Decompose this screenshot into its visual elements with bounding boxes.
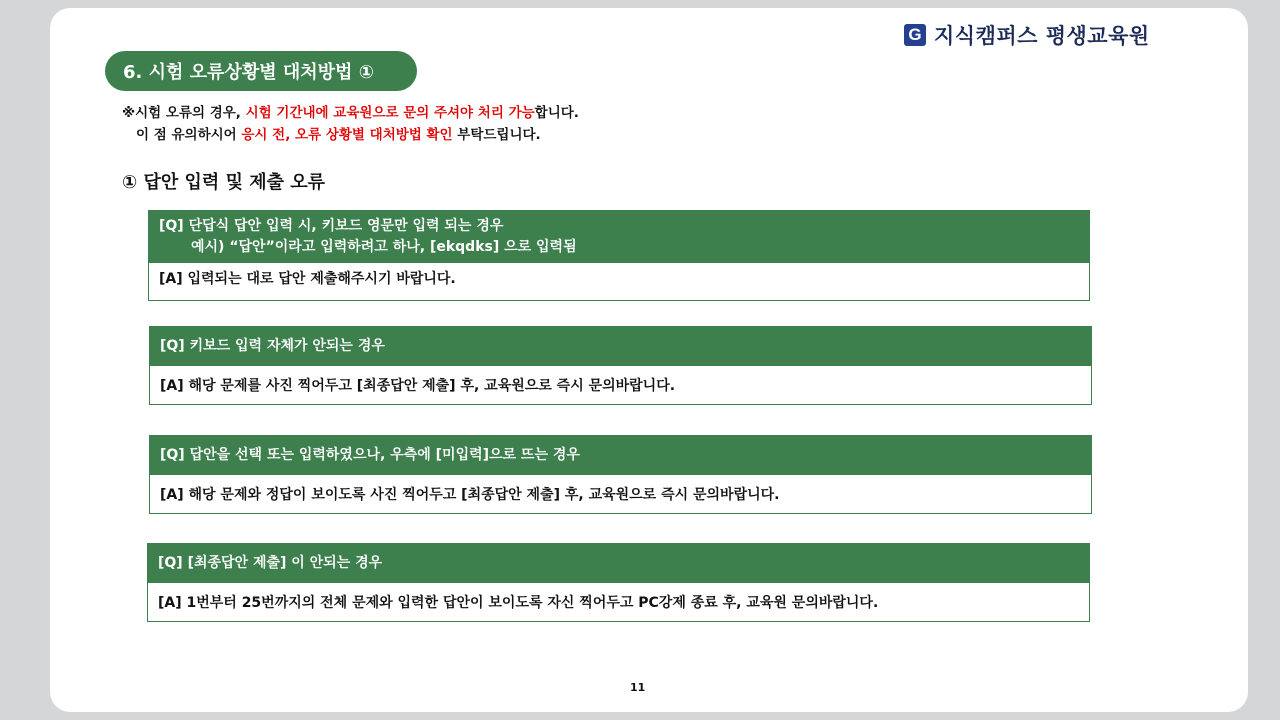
notice-line-1-suffix: 합니다. [534, 105, 579, 121]
qa-answer: [A] 1번부터 25번까지의 전체 문제와 입력한 답안이 보이도록 자신 찍어두고 PC강제 종료 후, 교육원 문의바랍니다. [158, 595, 879, 611]
qa-answer: [A] 입력되는 대로 답안 제출해주시기 바랍니다. [159, 270, 456, 287]
qa-question-line-1: [Q] [최종답안 제출] 이 안되는 경우 [158, 555, 383, 571]
qa-question [149, 211, 1089, 263]
qa-question-line-1: [Q] 키보드 입력 자체가 안되는 경우 [160, 338, 385, 354]
logo-text: 지식캠퍼스 평생교육원 [934, 24, 1150, 48]
section-title: 6. 시험 오류상황별 대처방법 ① [105, 51, 417, 91]
qa-card [148, 210, 1090, 301]
logo-g-icon: G [904, 24, 926, 46]
notice-line-2-highlight: 응시 전, 오류 상황별 대처방법 확인 [241, 127, 453, 143]
brand-logo [904, 20, 1150, 50]
qa-question [150, 327, 1091, 366]
subheading: ① 답안 입력 및 제출 오류 [122, 172, 326, 193]
qa-question-line-1: [Q] 답안을 선택 또는 입력하였으나, 우측에 [미입력]으로 뜨는 경우 [160, 447, 580, 463]
notice-line-2-suffix: 부탁드립니다. [452, 127, 541, 143]
qa-card [147, 543, 1090, 622]
notice-line-1 [122, 102, 579, 124]
qa-card [149, 326, 1092, 405]
qa-answer: [A] 해당 문제를 사진 찍어두고 [최종답안 제출] 후, 교육원으로 즉시 문의바랍니다. [160, 378, 676, 394]
notice-block [122, 102, 579, 146]
notice-line-1-prefix: ※시험 오류의 경우, [122, 105, 246, 121]
notice-line-2-prefix: 이 점 유의하시어 [136, 127, 242, 143]
qa-answer: [A] 해당 문제와 정답이 보이도록 사진 찍어두고 [최종답안 제출] 후, 교육원으로 즉시 문의바랍니다. [160, 487, 780, 503]
notice-line-1-highlight: 시험 기간내에 교육원으로 문의 주셔야 처리 가능 [245, 105, 535, 121]
page-number: 11 [630, 681, 646, 694]
qa-question-line-1: [Q] 단답식 답안 입력 시, 키보드 영문만 입력 되는 경우 [159, 218, 504, 234]
notice-line-2 [122, 124, 579, 146]
qa-question-line-2: 예시) “답안”이라고 입력하려고 하나, [ekqdks] 으로 입력됨 [191, 239, 577, 255]
qa-question [150, 436, 1091, 475]
qa-card [149, 435, 1092, 514]
qa-question [148, 544, 1089, 583]
